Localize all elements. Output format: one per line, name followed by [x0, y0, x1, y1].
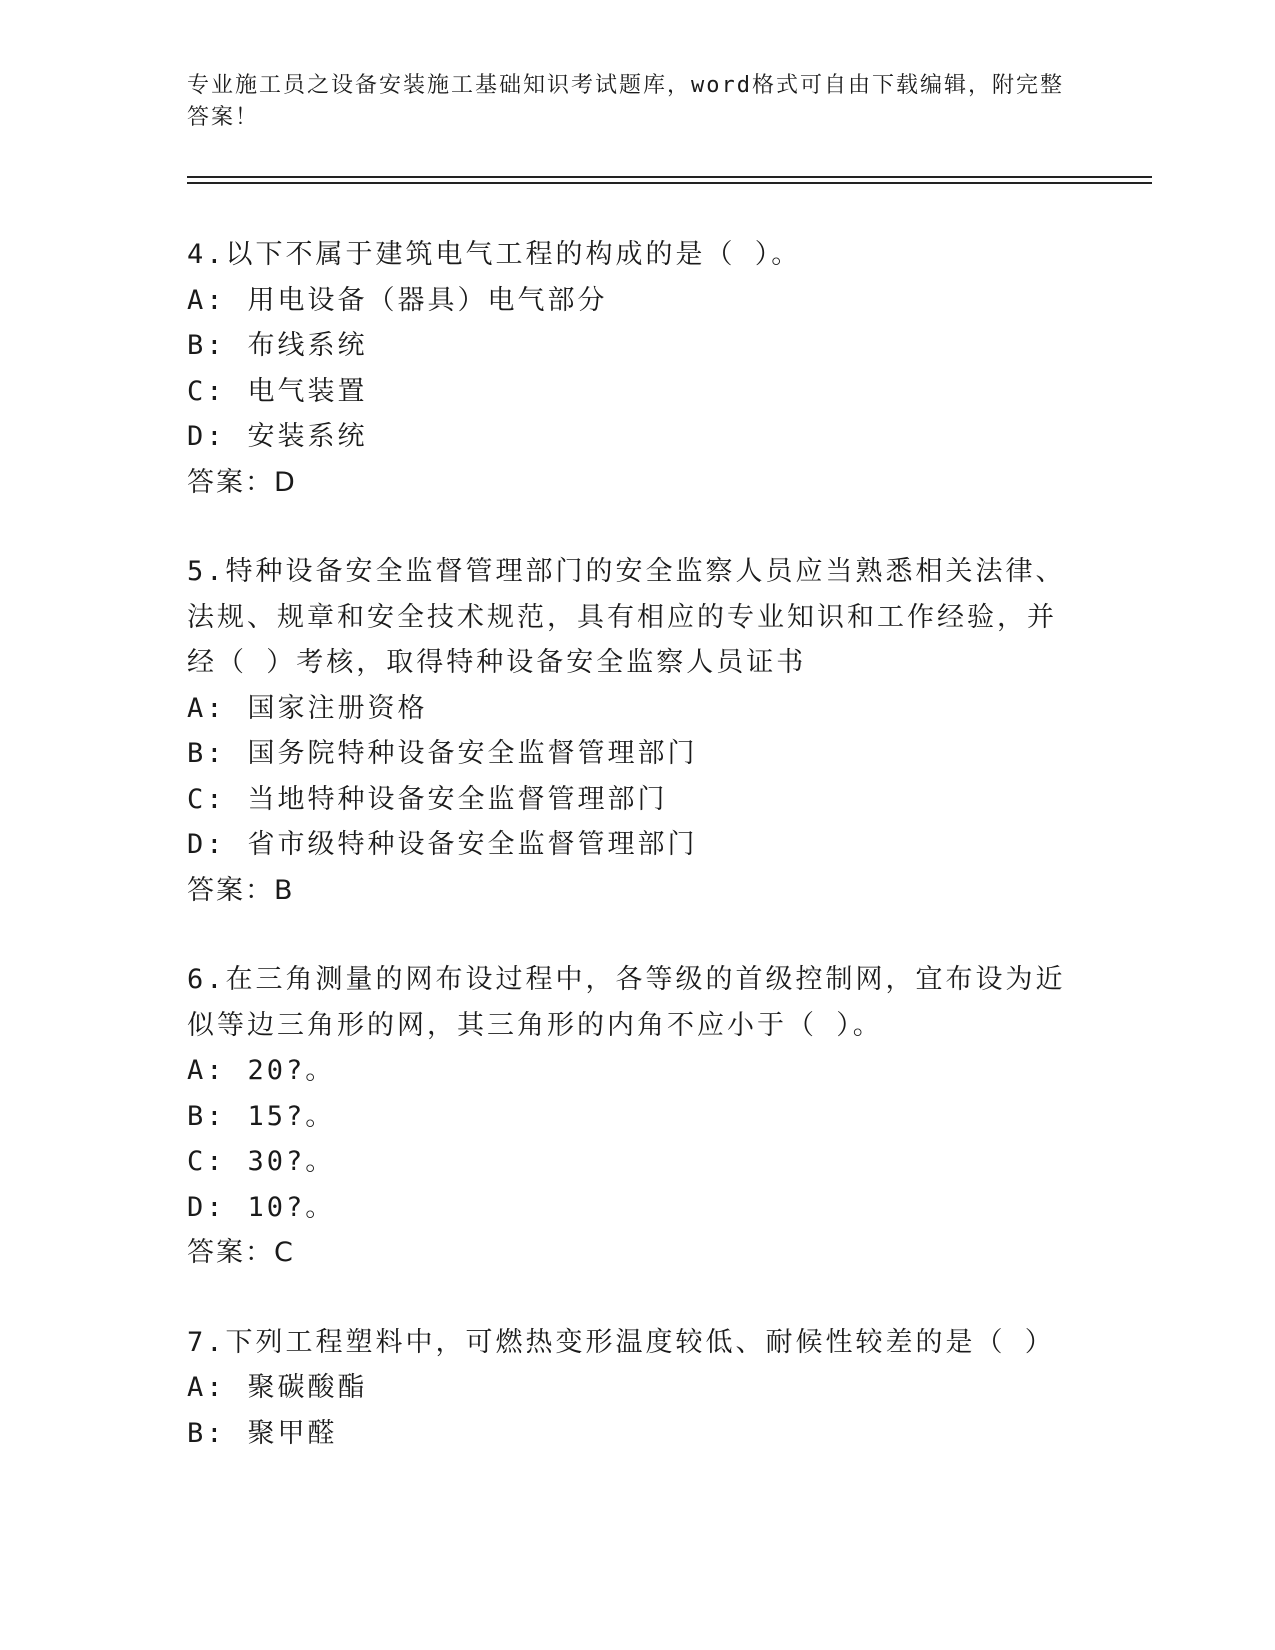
option-letter: D: [187, 829, 226, 860]
option-letter: C: [187, 375, 226, 407]
option-c [187, 777, 1067, 823]
option-text: 安装系统 [247, 421, 368, 452]
option-text: 当地特种设备安全监督管理部门 [247, 783, 668, 815]
option-a [187, 1048, 1067, 1094]
option-text: 省市级特种设备安全监督管理部门 [247, 829, 698, 860]
option-d [187, 1185, 1067, 1231]
option-letter: A: [187, 1372, 226, 1403]
option-letter: A: [187, 284, 226, 316]
option-c [187, 369, 1067, 415]
option-text: 30?。 [247, 1146, 336, 1177]
answer-line: 答案：B [187, 874, 295, 906]
option-b [187, 731, 1067, 777]
option-c [187, 1139, 1067, 1185]
question-5 [187, 549, 1067, 913]
option-letter: A: [187, 1055, 226, 1086]
option-b [187, 1094, 1067, 1140]
option-a [187, 278, 1067, 324]
answer-line: 答案：C [187, 1237, 295, 1268]
option-text: 国家注册资格 [247, 692, 428, 724]
option-letter: B: [187, 738, 226, 769]
option-b [187, 323, 1067, 369]
option-d [187, 822, 1067, 868]
question-6 [187, 957, 1067, 1276]
option-letter: B: [187, 1417, 226, 1449]
question-4 [187, 232, 1067, 505]
option-text: 聚碳酸酯 [247, 1372, 368, 1403]
header-rule-top [187, 176, 1152, 178]
option-d [187, 414, 1067, 460]
question-7 [187, 1320, 1067, 1457]
option-letter: B: [187, 330, 226, 361]
option-a [187, 686, 1067, 732]
question-stem: 7.下列工程塑料中，可燃热变形温度较低、耐候性较差的是（ ） [187, 1326, 1055, 1358]
option-letter: D: [187, 421, 226, 452]
option-text: 电气装置 [247, 375, 368, 407]
option-letter: A: [187, 692, 226, 724]
option-b [187, 1411, 1067, 1457]
option-a [187, 1365, 1067, 1411]
question-stem: 6.在三角测量的网布设过程中，各等级的首级控制网，宜布设为近似等边三角形的网，其三角形的内角不应小于（ ）。 [187, 964, 1066, 1041]
option-text: 聚甲醛 [247, 1417, 338, 1449]
option-text: 国务院特种设备安全监督管理部门 [247, 738, 698, 769]
option-text: 10?。 [247, 1191, 336, 1223]
question-stem: 5.特种设备安全监督管理部门的安全监察人员应当熟悉相关法律、法规、规章和安全技术规范，具有相应的专业知识和工作经验，并经（ ）考核，取得特种设备安全监察人员证书 [187, 556, 1066, 678]
option-text: 布线系统 [247, 330, 368, 361]
document-header: 专业施工员之设备安装施工基础知识考试题库，word格式可自由下载编辑，附完整答案！ [187, 73, 1064, 130]
header-rule-bottom [187, 182, 1152, 184]
option-text: 20?。 [247, 1055, 336, 1086]
option-text: 用电设备（器具）电气部分 [247, 284, 608, 316]
option-letter: C: [187, 1146, 226, 1177]
option-letter: C: [187, 783, 226, 815]
option-text: 15?。 [247, 1100, 336, 1132]
question-list [187, 232, 1067, 1500]
option-letter: B: [187, 1100, 226, 1132]
question-stem: 4.以下不属于建筑电气工程的构成的是（ ）。 [187, 239, 802, 270]
answer-line: 答案：D [187, 466, 297, 498]
option-letter: D: [187, 1191, 226, 1223]
